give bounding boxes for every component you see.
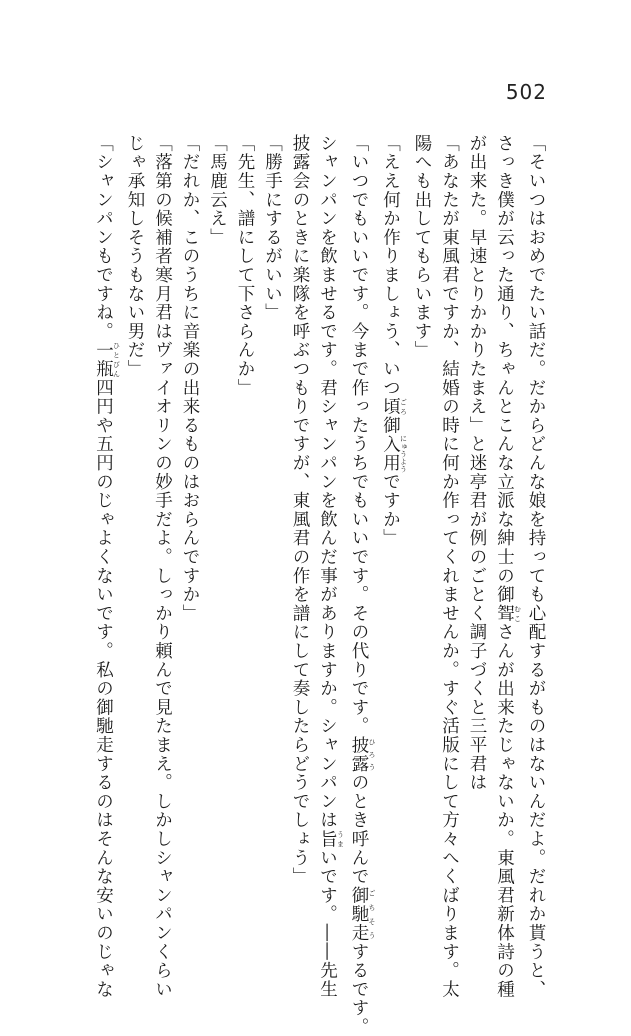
text-segment: 「落第の候補者寒月君はヴァイオリンの妙手だよ。しっかり頼んで見たまえ。しかしシャンパンくらい <box>152 134 173 999</box>
text-segment: ですか」 <box>380 472 401 548</box>
text-segment: じゃ承知しそうもない男だ」 <box>125 134 145 379</box>
ruby-base: 入用 <box>380 434 401 473</box>
text-line <box>121 134 149 934</box>
text-segment: 「馬鹿云え」 <box>207 134 228 247</box>
text-segment: 御 <box>380 416 401 435</box>
ruby-reading: ひとびん <box>112 340 121 379</box>
text-segment: 陽へも出してもらいます」 <box>412 134 432 360</box>
ruby-annotated-word <box>93 340 121 379</box>
ruby-base: 一瓶 <box>93 340 114 379</box>
text-segment: 「あなたが東風君ですか、結婚の時に何か作ってくれませんか。すぐ活版にして方々へくばります。太 <box>439 134 460 999</box>
text-line <box>490 134 522 999</box>
ruby-annotated-word <box>380 434 408 473</box>
text-line <box>313 134 345 999</box>
text-segment: 「いつでもいいです。今まで作ったうちでもいいです。その代りです。 <box>349 134 369 736</box>
text-segment: のとき呼んで <box>349 773 369 887</box>
page-number: 502 <box>505 80 547 104</box>
ruby-annotated-word <box>317 829 345 849</box>
ruby-reading: にゅうよう <box>399 434 408 473</box>
text-line <box>89 134 121 999</box>
text-segment: するです。 <box>349 942 369 1036</box>
text-line <box>258 134 286 934</box>
ruby-reading: ごちそう <box>368 886 376 943</box>
text-segment: 「先生、譜にして下さらんか」 <box>235 134 255 398</box>
ruby-reading: ごろ <box>399 397 408 417</box>
ruby-annotated-word <box>380 397 408 417</box>
text-line <box>463 134 491 934</box>
text-line <box>435 134 463 999</box>
ruby-annotated-word <box>349 886 376 943</box>
ruby-reading: むこ <box>513 604 522 623</box>
text-line <box>203 134 231 934</box>
ruby-annotated-word <box>349 735 376 774</box>
text-segment: 四円や五円のじゃよくないです。私の御馳走するのはそんな安いのじゃな <box>93 378 114 999</box>
text-line <box>148 134 176 999</box>
text-line <box>376 134 408 934</box>
text-segment: 披露会のときに楽隊を呼ぶつもりですが、東風君の作を譜にして奏したらどうでしょう」 <box>290 134 310 886</box>
text-segment: が出来た。早速とりかかりたまえ」と迷亭君が例のごとく調子づくと三平君は <box>467 134 487 792</box>
text-segment: 「ええ何か作りましょう、いつ <box>380 134 401 398</box>
text-line <box>286 134 314 934</box>
ruby-reading: ひろう <box>368 735 376 774</box>
text-segment: 「勝手にするがいい」 <box>262 134 283 322</box>
text-line <box>231 134 259 934</box>
ruby-base: 旨 <box>317 829 338 849</box>
text-line <box>345 134 377 1036</box>
ruby-base: 頃 <box>380 397 401 417</box>
ruby-base: 披露 <box>349 735 369 774</box>
ruby-annotated-word <box>494 604 522 623</box>
vertical-text-body <box>73 134 549 1036</box>
ruby-base: 御馳走 <box>349 886 369 943</box>
text-segment: 「だれか、このうちに音楽の出来るものはおらんですか」 <box>180 134 200 623</box>
text-line <box>176 134 204 934</box>
text-segment: さんが出来たじゃないか。東風君新体詩の種 <box>494 622 515 999</box>
ruby-base: 聟 <box>494 604 515 623</box>
text-segment: 「シャンパンもですね。 <box>93 134 114 341</box>
text-segment: いです。――先生 <box>317 848 338 999</box>
text-line <box>408 134 436 934</box>
text-segment: さっき僕が云った通り、ちゃんとこんな立派な紳士の御 <box>494 134 515 604</box>
text-segment: 「そいつはおめでたい話だ。だからどんな娘を持っても心配するがものはないんだよ。だれか貰うと、 <box>526 134 546 999</box>
ruby-reading: うま <box>336 829 345 849</box>
text-segment: シャンパンを飲ませるです。君シャンパンを飲んだ事がありますか。シャンパンは <box>317 134 338 830</box>
text-line <box>522 134 550 999</box>
